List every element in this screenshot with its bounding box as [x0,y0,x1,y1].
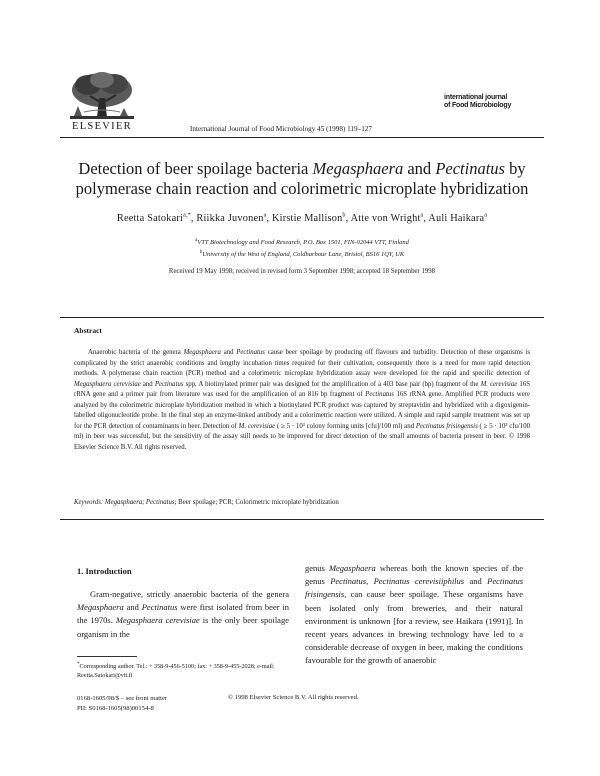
footnote-divider [77,656,137,657]
affiliation: $^a$VTT Biotechnology and Food Research, P.O. Box 1501, FIN-02044 VTT, Finland [195,238,409,247]
header-divider [60,137,544,138]
corresponding-author-footnote: *Corresponding author. Tel.: + 358-9-456-5100; fax: + 358-9-455-2028; e-mail: Reetta.Satokari@vtt.fi [77,662,275,680]
title-line-2: polymerase chain reaction and colorimetric microplate hybridization [75,179,529,198]
publisher-name: ELSEVIER [72,121,132,132]
author: Reetta Satokari$^{a,*}$, [116,213,197,225]
title-line-1: Detection of beer spoilage bacteria Megasphaera and Pectinatus by [78,159,526,178]
copyright-line: © 1998 Elsevier Science B.V. All rights reserved. [228,694,359,701]
issn-block [77,694,167,714]
abstract-top-divider [60,317,544,318]
author: Riikka Juvonen$^a$, [196,213,272,225]
abstract-text: Anaerobic bacteria of the genera Megasphaera and Pectinatus cause beer spoilage by producing off flavours and turbidity. Detection of these organisms is complicated by the strict anaerobic conditions and lengthy incubation times required for their cultivation, consequently there is a need for more rapid detection methods. A polymerase chain reaction (PCR) method and a colorimetric microplate hybridization assay were developed for the rapid and specific detection of Megasphaera cerevisiae and Pectinatus spp. A biotinylated primer pair was designed for the amplification of a 403 base pair (bp) fragment of the M. cerevisiae 16S rRNA gene and a primer pair from literature was used for the amplification of an 816 bp fragment of Pectinatus 16S rRNA gene. Amplified PCR products were analyzed by the colorimetric microplate hybridization method in which a biotinylated PCR product was captured by streptavidin and hybridized with a digoxigenin-labelled oligonucleotide probe. In the final step an enzyme-linked antibody and a colorimetric reaction were utilized. A simple and rapid sample treatment was set up for the PCR detection of contaminants in beer. Detection of M. cerevisiae ( ≥ 5 · 10³ colony forming units [cfu]/100 ml) and Pectinatus frisingensis ( ≥ 5 · 10³ cfu/100 ml) in beer was successful, but the sensitivity of the assay still needs to be improved for direct detection of the small amounts of bacteria present in beer. © 1998 Elsevier Science B.V. All rights reserved. [74,349,531,451]
intro-left-column: Gram-negative, strictly anaerobic bacteria of the genera Megasphaera and Pectinatus were first isolated from beer in the 1970s. Megasphaera cerevisiae is the only beer spoilage organism in the [77,589,290,639]
keywords: Keywords: Megasphaera; Pectinatus; Beer spoilage; PCR; Colorimetric microplate hybridization [74,499,339,506]
received-dates: Received 19 May 1998; received in revised form 3 September 1998; accepted 18 September 1998 [168,268,436,275]
journal-brand-line1: international journal [444,94,508,101]
journal-citation: International Journal of Food Microbiology 45 (1998) 119–127 [190,125,372,133]
pii-line: PII: S0168-1605(98)00154-8 [77,705,154,712]
journal-brand-line2: of Food Microbiology [444,102,512,110]
affiliation: $^b$University of the West of England, Coldharbour Lane, Bristol, BS16 1QY, UK [199,249,405,258]
abstract-bottom-divider [60,519,544,520]
author: Auli Haikara$^a$ [428,213,488,225]
section-heading: 1. Introduction [77,566,132,576]
issn-line: 0168-1605/98/$ – see front matter [77,695,168,702]
affiliations [60,236,544,259]
author: Kirstie Mallison$^b$, [272,213,351,225]
article-title [60,159,544,199]
author: Atte von Wright$^a$, [350,213,429,225]
abstract-heading: Abstract [74,326,102,335]
author-list [60,213,544,224]
journal-brand [444,94,554,111]
intro-right-column: genus Megasphaera whereas both the known species of the genus Pectinatus, Pectinatus cerevisiiphilus and Pectinatus frisingensis, can cause beer spoilage. These organisms have been isolated only from breweries, and their natural environment is unknown [for a review, see Haikara (1991)]. In recent years advances in brewing technology have led to a considerable decrease of oxygen in beer, making the conditions favourable for the growth of anaerobic [305,563,524,666]
